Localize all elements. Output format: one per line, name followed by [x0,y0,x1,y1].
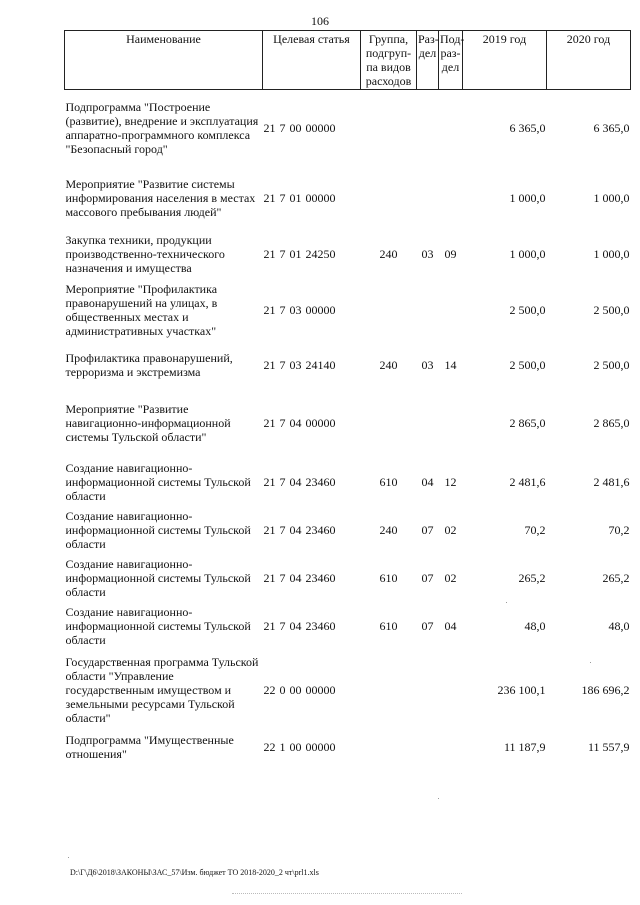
scan-speck [68,857,69,858]
row-name: Мероприятие "Развитие системы информирования населения в местах массового пребывания людей" [65,177,256,219]
row-section [417,90,439,167]
header-target: Целевая статья [263,31,361,90]
table-row [65,90,631,167]
row-subsection: 14 [444,358,457,372]
row-section: 07 [421,522,434,537]
row-group [361,167,417,230]
row-subsection: 02 [444,522,457,537]
row-name: Закупка техники, продукции производственно-технического назначения и имущества [65,232,225,275]
table-header-row [65,31,631,90]
header-section: Раз- дел [417,31,439,90]
scan-speck [590,662,591,663]
row-section: 03 [421,358,434,372]
row-name: Создание навигационно-информационной системы Тульской области [65,460,251,503]
table-row [65,167,631,230]
row-subsection: 04 [444,618,457,633]
table-row [65,278,631,343]
row-name: Создание навигационно-информационной системы Тульской области [65,556,251,599]
row-subsection: 12 [444,474,457,489]
row-2019: 2 481,6 [509,474,546,489]
row-subsection [439,167,463,230]
row-section [417,278,439,343]
row-code: 21 7 04 23460 [263,522,336,537]
row-code: 21 7 01 00000 [263,191,336,205]
header-name: Наименование [65,31,263,90]
row-code: 21 7 01 24250 [263,246,336,261]
table-row [65,458,631,506]
row-section [417,167,439,230]
row-2020: 6 365,0 [593,121,630,136]
row-code: 21 7 00 00000 [263,121,336,136]
row-2020: 2 481,6 [593,474,630,489]
row-group [361,650,417,730]
row-subsection: 09 [444,246,457,261]
row-subsection [439,730,463,764]
row-group: 610 [379,474,398,489]
row-2020: 1 000,0 [593,191,630,205]
table-row [65,388,631,458]
header-group: Группа, подгруп- па видов расходов [361,31,417,90]
row-2020: 2 865,0 [593,415,630,430]
row-subsection [439,90,463,167]
scan-artifact-line [232,893,462,894]
row-group: 610 [379,618,398,633]
row-name: Государственная программа Тульской области "Управление государственным имуществом и земельными ресурсами Тульской области" [65,654,259,725]
row-subsection [439,388,463,458]
row-code: 21 7 04 00000 [263,415,336,430]
row-name: Профилактика правонарушений, терроризма и экстремизма [65,351,233,379]
row-code: 21 7 04 23460 [263,570,336,585]
row-subsection: 02 [444,570,457,585]
footer-file-path: D:\Г\Д6\2018\ЗАКОНЫ\ЗАС_57\Изм. бюджет ТО 2018-2020_2 чт\prl1.xls [70,868,319,877]
row-name: Создание навигационно-информационной системы Тульской области [65,604,251,647]
row-group: 240 [379,358,398,372]
row-section: 07 [421,570,434,585]
row-2020: 70,2 [608,522,630,537]
header-2020: 2020 год [547,31,631,90]
row-name: Подпрограмма "Построение (развитие), внедрение и эксплуатация аппаратно-программного комплекса "Безопасный город" [65,100,259,157]
row-section: 04 [421,474,434,489]
row-code: 21 7 04 23460 [263,618,336,633]
header-subsection: Под- раз- дел [439,31,463,90]
table-row [65,230,631,278]
row-2020: 265,2 [602,570,630,585]
row-2019: 265,2 [518,570,546,585]
table-row [65,730,631,764]
row-code: 21 7 04 23460 [263,474,336,489]
row-group: 240 [379,522,398,537]
row-2019: 2 500,0 [509,358,546,372]
row-group [361,388,417,458]
row-group [361,278,417,343]
row-name: Мероприятие "Развитие навигационно-информационной системы Тульской области" [65,401,231,444]
row-group: 240 [379,246,398,261]
row-subsection [439,650,463,730]
table-row [65,650,631,730]
table-row [65,506,631,554]
row-section: 07 [421,618,434,633]
row-2019: 2 865,0 [509,415,546,430]
budget-table [64,30,631,764]
row-subsection [439,278,463,343]
table-row [65,554,631,602]
page-number: 106 [311,14,329,28]
row-name: Подпрограмма "Имущественные отношения" [65,732,234,761]
scan-speck [506,602,507,603]
table-row [65,343,631,388]
row-code: 22 1 00 00000 [263,739,336,754]
row-section [417,388,439,458]
row-2019: 48,0 [524,618,546,633]
row-code: 22 0 00 00000 [263,682,336,697]
row-2019: 70,2 [524,522,546,537]
row-name: Мероприятие "Профилактика правонарушений на улицах, в общественных местах и административных участках" [65,282,218,338]
row-2019: 1 000,0 [509,246,546,261]
row-code: 21 7 03 24140 [263,358,336,372]
row-2020: 2 500,0 [593,358,630,372]
row-2019: 1 000,0 [509,191,546,205]
row-section [417,730,439,764]
header-2019: 2019 год [463,31,547,90]
row-2020: 1 000,0 [593,246,630,261]
row-section [417,650,439,730]
row-2019: 236 100,1 [497,682,546,697]
row-2020: 2 500,0 [593,303,630,317]
scan-speck [438,798,439,799]
row-code: 21 7 03 00000 [263,303,336,317]
row-group [361,730,417,764]
row-group: 610 [379,570,398,585]
row-2019: 2 500,0 [509,303,546,317]
row-2020: 186 696,2 [581,682,630,697]
row-2020: 11 557,9 [587,739,630,754]
row-2019: 11 187,9 [503,739,546,754]
row-name: Создание навигационно-информационной системы Тульской области [65,508,251,551]
row-2020: 48,0 [608,618,630,633]
row-section: 03 [421,246,434,261]
table-row [65,602,631,650]
row-group [361,90,417,167]
row-2019: 6 365,0 [509,121,546,136]
